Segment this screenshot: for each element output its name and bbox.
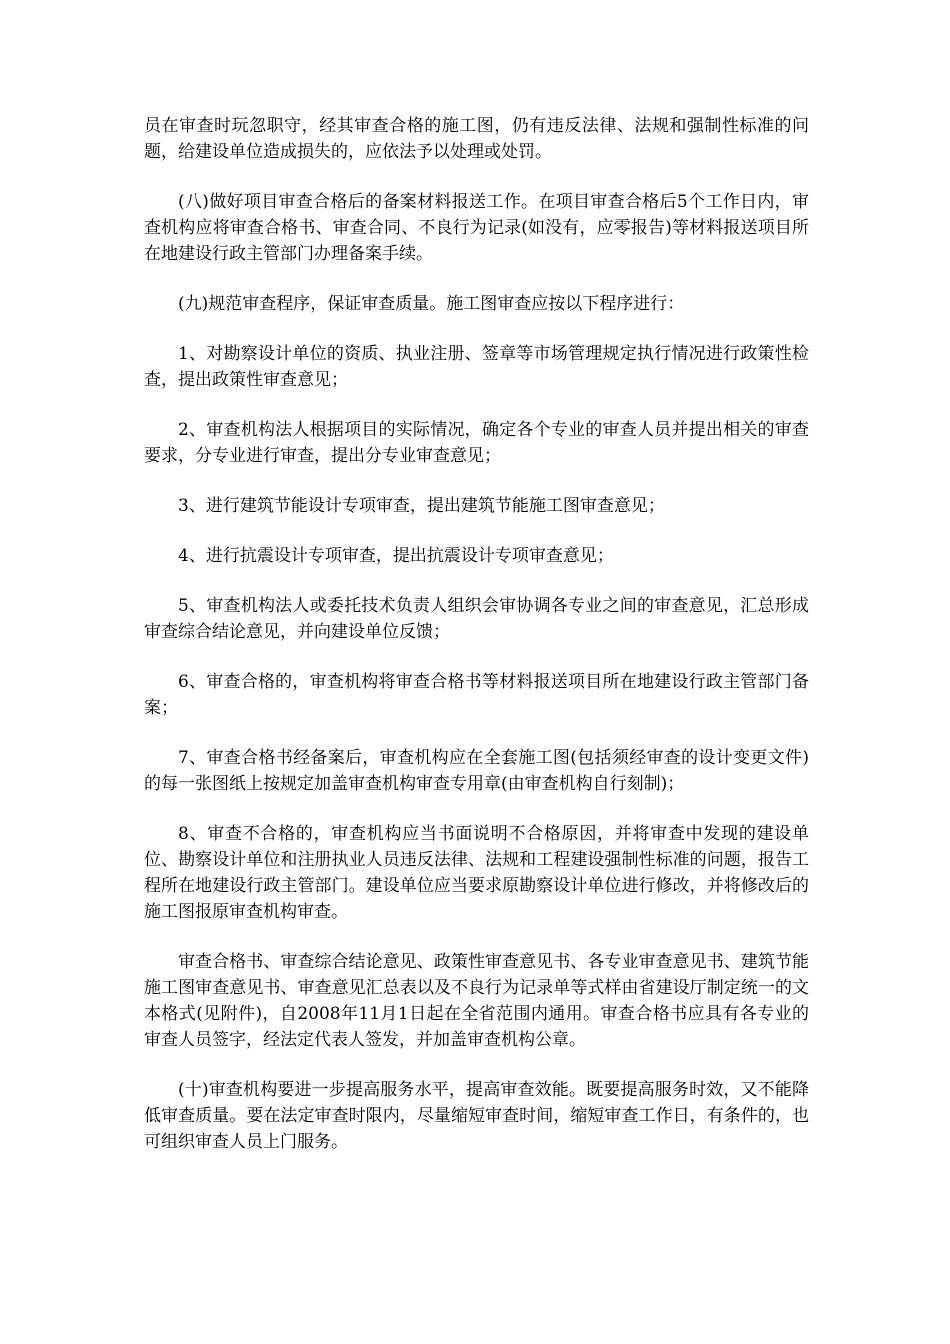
paragraph-continuation: 员在审查时玩忽职守，经其审查合格的施工图，仍有违反法律、法规和强制性标准的问题，给建设单位造成损失的，应依法予以处理或处罚。 — [144, 116, 809, 162]
paragraph-step-3: 3、进行建筑节能设计专项审查，提出建筑节能施工图审查意见； — [178, 496, 665, 516]
document-page — [144, 113, 809, 1179]
paragraph-item-8: (八)做好项目审查合格后的备案材料报送工作。在项目审查合格后5个工作日内，审查机构应将审查合格书、审查合同、不良行为记录(如没有，应零报告)等材料报送项目所在地建设行政主管部门办理备案手续。 — [144, 192, 809, 264]
paragraph-step-1: 1、对勘察设计单位的资质、执业注册、签章等市场管理规定执行情况进行政策性检查，提出政策性审查意见； — [144, 344, 809, 390]
paragraph-step-2: 2、审查机构法人根据项目的实际情况，确定各个专业的审查人员并提出相关的审查要求，分专业进行审查，提出分专业审查意见； — [144, 420, 809, 466]
paragraph-step-6: 6、审查合格的，审查机构将审查合格书等材料报送项目所在地建设行政主管部门备案； — [144, 672, 809, 718]
paragraph-forms: 审查合格书、审查综合结论意见、政策性审查意见书、各专业审查意见书、建筑节能施工图审查意见书、审查意见汇总表以及不良行为记录单等式样由省建设厅制定统一的文本格式(见附件)，自2008年11月1日起在全省范围内通用。审查合格书应具有各专业的审查人员签字，经法定代表人签发，并加盖审查机构公章。 — [144, 952, 809, 1050]
paragraph-step-5: 5、审查机构法人或委托技术负责人组织会审协调各专业之间的审查意见，汇总形成审查综合结论意见，并向建设单位反馈； — [144, 596, 809, 642]
paragraph-item-9: (九)规范审查程序，保证审查质量。施工图审查应按以下程序进行： — [178, 294, 685, 314]
paragraph-step-7: 7、审查合格书经备案后，审查机构应在全套施工图(包括须经审查的设计变更文件)的每一张图纸上按规定加盖审查机构审查专用章(由审查机构自行刻制)； — [144, 748, 809, 794]
paragraph-step-4: 4、进行抗震设计专项审查，提出抗震设计专项审查意见； — [178, 546, 614, 566]
paragraph-step-8: 8、审查不合格的，审查机构应当书面说明不合格原因，并将审查中发现的建设单位、勘察设计单位和注册执业人员违反法律、法规和工程建设强制性标准的问题，报告工程所在地建设行政主管部门。建设单位应当要求原勘察设计单位进行修改，并将修改后的施工图报原审查机构审查。 — [144, 824, 809, 922]
paragraph-item-10: (十)审查机构要进一步提高服务水平，提高审查效能。既要提高服务时效，又不能降低审查质量。要在法定审查时限内，尽量缩短审查时间，缩短审查工作日，有条件的，也可组织审查人员上门服务。 — [144, 1080, 809, 1152]
